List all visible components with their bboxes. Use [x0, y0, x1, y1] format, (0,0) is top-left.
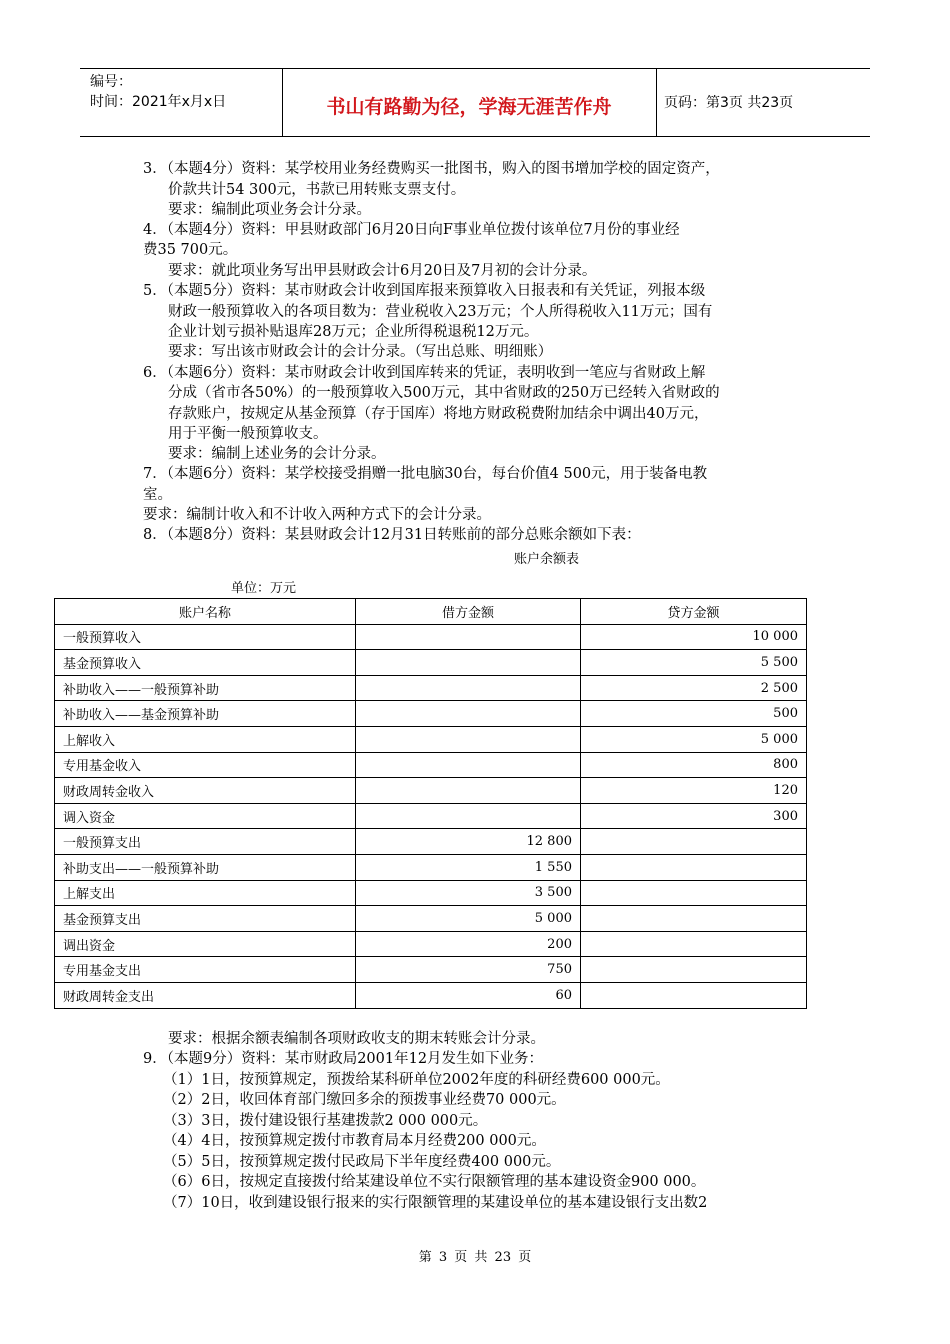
- credit-amount: [581, 854, 807, 880]
- column-header-credit: 贷方金额: [581, 599, 807, 625]
- body-line: 要求：就此项业务写出甲县财政会计6月20日及7月初的会计分录。: [168, 263, 597, 279]
- table-caption: 账户余额表: [514, 552, 580, 567]
- credit-amount: [581, 931, 807, 957]
- table-row: [55, 752, 807, 778]
- credit-amount: [581, 880, 807, 906]
- header-page-label: 页码：第3页 共23页: [664, 95, 794, 111]
- debit-amount: 5 000: [356, 906, 581, 932]
- credit-amount: 2 500: [581, 675, 807, 701]
- account-name: 补助支出——一般预算补助: [55, 854, 356, 880]
- debit-amount: 1 550: [356, 854, 581, 880]
- table-row: [55, 931, 807, 957]
- account-name: 一般预算支出: [55, 829, 356, 855]
- body-line: 要求：根据余额表编制各项财政收支的期末转账会计分录。: [168, 1031, 545, 1047]
- debit-amount: [356, 650, 581, 676]
- body-line: 6．（本题6分）资料：某市财政会计收到国库转来的凭证，表明收到一笔应与省财政上解: [143, 365, 706, 381]
- credit-amount: [581, 982, 807, 1008]
- table-row: [55, 803, 807, 829]
- debit-amount: [356, 752, 581, 778]
- body-line: 企业计划亏损补贴退库28万元；企业所得税退税12万元。: [168, 324, 539, 340]
- debit-amount: [356, 778, 581, 804]
- account-name: 财政周转金支出: [55, 982, 356, 1008]
- body-line: 4．（本题4分）资料：甲县财政部门6月20日向F事业单位拨付该单位7月份的事业经: [143, 222, 680, 238]
- body-line: 8．（本题8分）资料：某县财政会计12月31日转账前的部分总账余额如下表：: [143, 527, 641, 543]
- credit-amount: 5 500: [581, 650, 807, 676]
- credit-amount: 500: [581, 701, 807, 727]
- body-line: （5）5日，按预算规定拨付民政局下半年度经费400 000元。: [163, 1154, 561, 1170]
- credit-amount: 800: [581, 752, 807, 778]
- body-line: 费35 700元。: [143, 242, 238, 258]
- body-line: （3）3日，拨付建设银行基建拨款2 000 000元。: [163, 1113, 488, 1129]
- credit-amount: [581, 829, 807, 855]
- table-row: [55, 701, 807, 727]
- table-header-row: [55, 599, 807, 625]
- account-name: 专用基金收入: [55, 752, 356, 778]
- body-line: 7．（本题6分）资料：某学校接受捐赠一批电脑30台，每台价值4 500元，用于装备电教: [143, 466, 708, 482]
- header-divider-2: [656, 68, 657, 136]
- header-top-rule: [80, 68, 870, 69]
- account-name: 一般预算收入: [55, 624, 356, 650]
- body-line: （4）4日，按预算规定拨付市教育局本月经费200 000元。: [163, 1133, 546, 1149]
- account-name: 基金预算支出: [55, 906, 356, 932]
- account-name: 补助收入——一般预算补助: [55, 675, 356, 701]
- debit-amount: [356, 803, 581, 829]
- body-line: （7）10日，收到建设银行报来的实行限额管理的某建设单位的基本建设银行支出数2: [163, 1195, 708, 1211]
- header-bottom-rule: [80, 136, 870, 137]
- doc-number-label: 编号：: [90, 74, 132, 90]
- credit-amount: 5 000: [581, 726, 807, 752]
- page-footer: 第 3 页 共 23 页: [418, 1250, 532, 1265]
- account-name: 财政周转金收入: [55, 778, 356, 804]
- body-line: 要求：编制计收入和不计收入两种方式下的会计分录。: [143, 507, 491, 523]
- column-header-account: 账户名称: [55, 599, 356, 625]
- account-name: 上解支出: [55, 880, 356, 906]
- debit-amount: 3 500: [356, 880, 581, 906]
- debit-amount: [356, 701, 581, 727]
- body-line: （6）6日，按规定直接拨付给某建设单位不实行限额管理的基本建设资金900 000。: [163, 1174, 706, 1190]
- table-unit: 单位：万元: [231, 581, 297, 596]
- debit-amount: [356, 675, 581, 701]
- debit-amount: 12 800: [356, 829, 581, 855]
- body-line: 用于平衡一般预算收支。: [168, 426, 328, 442]
- credit-amount: 120: [581, 778, 807, 804]
- body-line: （1）1日，按预算规定，预拨给某科研单位2002年度的科研经费600 000元。: [163, 1072, 670, 1088]
- table-row: [55, 957, 807, 983]
- debit-amount: [356, 726, 581, 752]
- debit-amount: 750: [356, 957, 581, 983]
- header-motto: 书山有路勤为径，学海无涯苦作舟: [326, 96, 612, 118]
- account-name: 专用基金支出: [55, 957, 356, 983]
- debit-amount: [356, 624, 581, 650]
- body-line: 室。: [143, 487, 172, 503]
- body-line: 3．（本题4分）资料：某学校用业务经费购买一批图书，购入的图书增加学校的固定资产，: [143, 161, 720, 177]
- credit-amount: [581, 906, 807, 932]
- account-name: 上解收入: [55, 726, 356, 752]
- account-name: 补助收入——基金预算补助: [55, 701, 356, 727]
- table-row: [55, 624, 807, 650]
- table-row: [55, 854, 807, 880]
- body-line: 存款账户，按规定从基金预算（存于国库）将地方财政税费附加结余中调出40万元，: [168, 406, 709, 422]
- body-line: （2）2日，收回体育部门缴回多余的预拨事业经费70 000元。: [163, 1092, 566, 1108]
- column-header-debit: 借方金额: [356, 599, 581, 625]
- credit-amount: 300: [581, 803, 807, 829]
- account-name: 调入资金: [55, 803, 356, 829]
- table-row: [55, 906, 807, 932]
- table-row: [55, 829, 807, 855]
- table-row: [55, 726, 807, 752]
- account-name: 调出资金: [55, 931, 356, 957]
- body-line: 5．（本题5分）资料：某市财政会计收到国库报来预算收入日报表和有关凭证，列报本级: [143, 283, 706, 299]
- doc-time-label: 时间：2021年x月x日: [90, 94, 227, 110]
- credit-amount: [581, 957, 807, 983]
- body-line: 价款共计54 300元，书款已用转账支票支付。: [168, 182, 466, 198]
- debit-amount: 60: [356, 982, 581, 1008]
- table-row: [55, 880, 807, 906]
- body-line: 分成（省市各50%）的一般预算收入500万元，其中省财政的250万已经转入省财政的: [168, 385, 720, 401]
- body-line: 9．（本题9分）资料：某市财政局2001年12月发生如下业务：: [143, 1051, 544, 1067]
- body-line: 要求：编制此项业务会计分录。: [168, 202, 371, 218]
- body-line: 要求：编制上述业务的会计分录。: [168, 446, 386, 462]
- table-row: [55, 982, 807, 1008]
- header-meta: [90, 72, 226, 112]
- account-balance-table: [54, 598, 807, 1009]
- body-line: 财政一般预算收入的各项目数为：营业税收入23万元；个人所得税收入11万元；国有: [168, 304, 713, 320]
- table-row: [55, 675, 807, 701]
- body-line: 要求：写出该市财政会计的会计分录。（写出总账、明细账）: [168, 344, 553, 360]
- table-row: [55, 778, 807, 804]
- table-row: [55, 650, 807, 676]
- account-name: 基金预算收入: [55, 650, 356, 676]
- debit-amount: 200: [356, 931, 581, 957]
- credit-amount: 10 000: [581, 624, 807, 650]
